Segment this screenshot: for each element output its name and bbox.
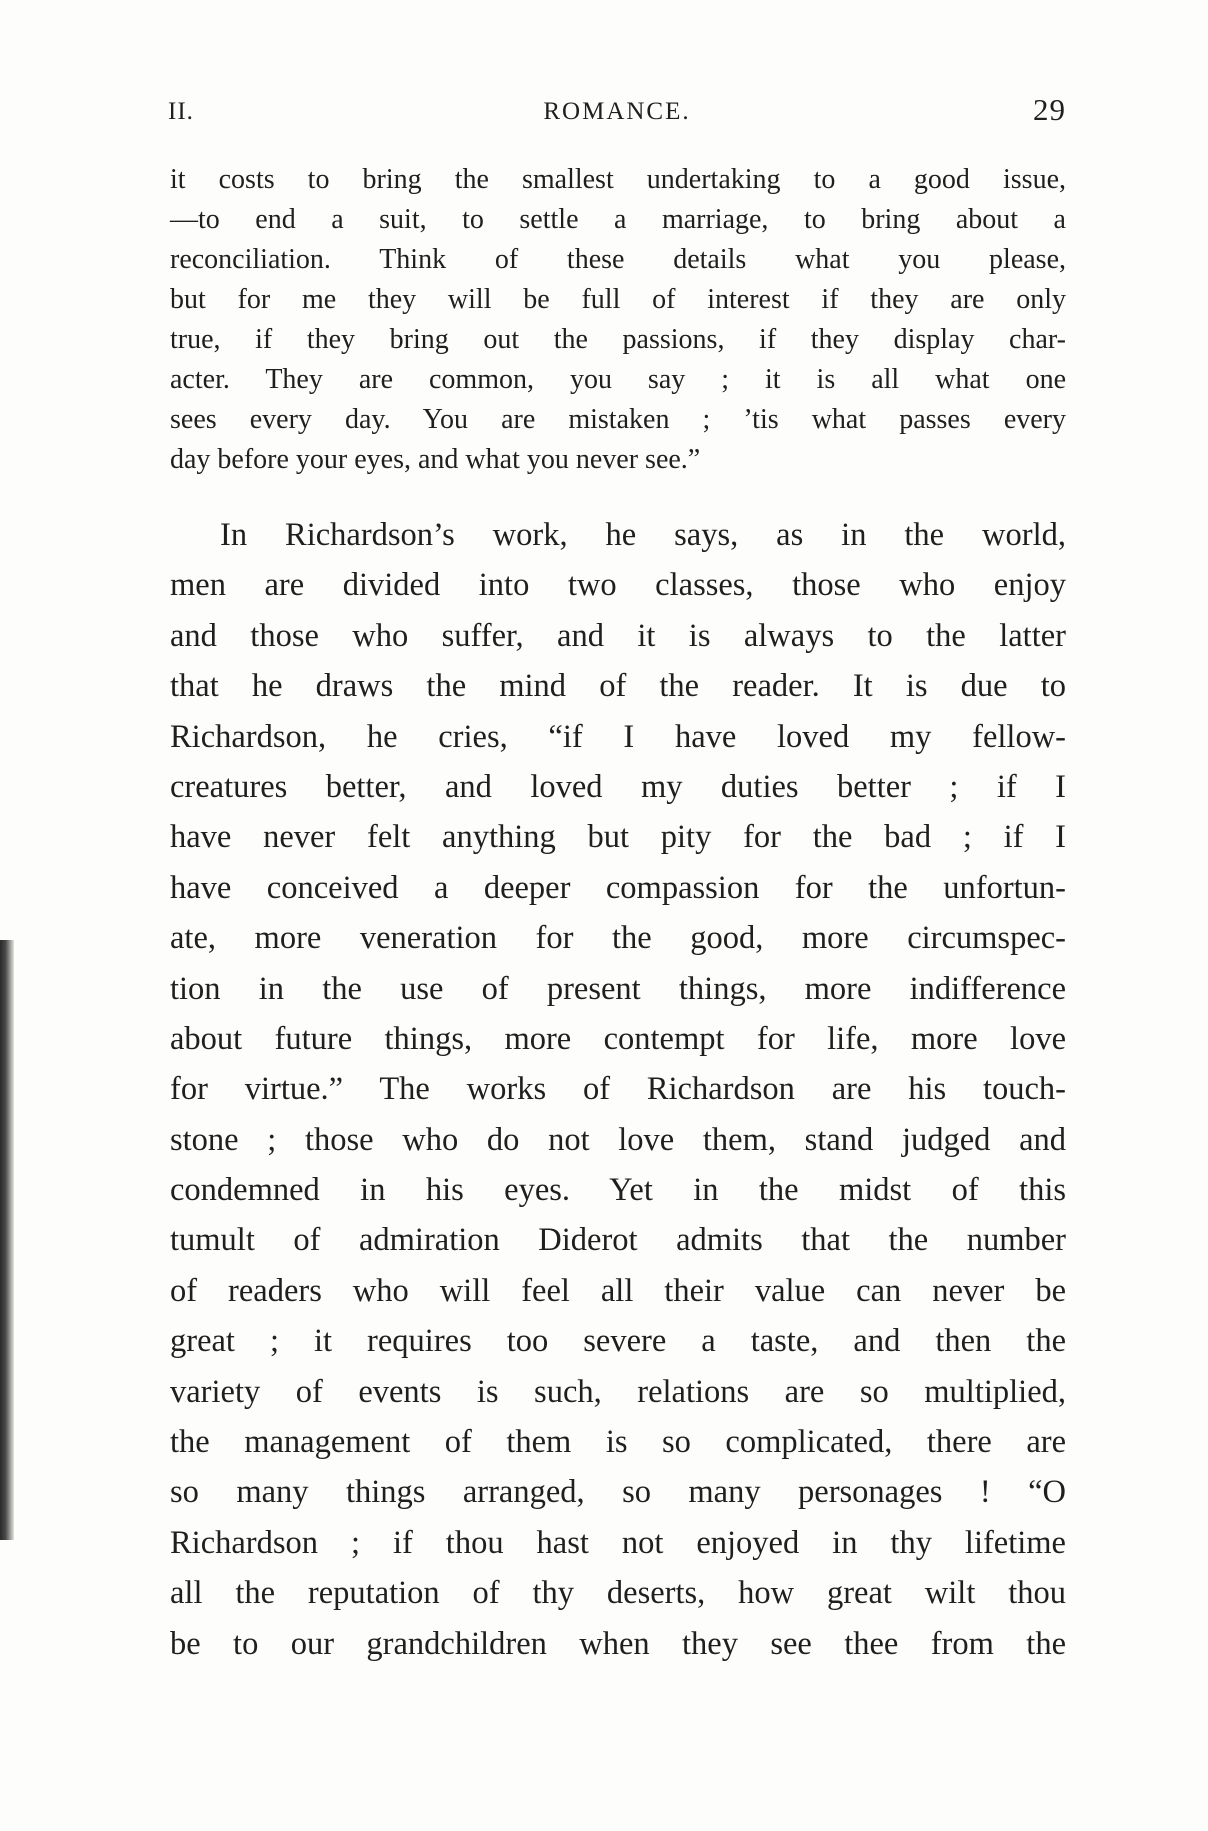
text-line: ate, more veneration for the good, more circumspec-: [170, 920, 1066, 957]
text-line: of readers who will feel all their value can never be: [170, 1272, 1066, 1309]
text-line: variety of events is such, relations are so multiplied,: [170, 1373, 1066, 1410]
running-head: [168, 92, 1066, 132]
text-line: but for me they will be full of interest if they are only: [170, 284, 1066, 315]
text-line: men are divided into two classes, those who enjoy: [170, 567, 1066, 604]
text-line: and those who suffer, and it is always to the latter: [170, 617, 1066, 654]
text-line: so many things arranged, so many personages ! “O: [170, 1474, 1066, 1511]
text-line: tion in the use of present things, more indifference: [170, 970, 1066, 1007]
quoted-passage: [170, 160, 1066, 480]
text-line: Richardson ; if thou hast not enjoyed in thy lifetime: [170, 1524, 1066, 1561]
text-line: creatures better, and loved my duties better ; if I: [170, 768, 1066, 805]
text-line: condemned in his eyes. Yet in the midst of this: [170, 1172, 1066, 1209]
text-line: In Richardson’s work, he says, as in the world,: [220, 517, 1066, 553]
text-line: that he draws the mind of the reader. It is due to: [170, 668, 1066, 705]
text-line: about future things, more contempt for life, more love: [170, 1020, 1066, 1057]
section-number: II.: [168, 98, 194, 125]
text-line: acter. They are common, you say ; it is all what one: [170, 364, 1066, 395]
text-line: tumult of admiration Diderot admits that the number: [170, 1222, 1066, 1259]
text-line: for virtue.” The works of Richardson are his touch-: [170, 1071, 1066, 1108]
text-line: sees every day. You are mistaken ; ’tis what passes every: [170, 404, 1066, 435]
running-title: ROMANCE.: [543, 98, 691, 125]
body-paragraph: [170, 510, 1066, 1669]
text-line: have conceived a deeper compassion for the unfortun-: [170, 869, 1066, 906]
text-line: true, if they bring out the passions, if they display char-: [170, 324, 1066, 355]
text-line: be to our grandchildren when they see thee from the: [170, 1625, 1066, 1662]
text-line: —to end a suit, to settle a marriage, to bring about a: [170, 204, 1066, 235]
binding-shadow: [0, 940, 14, 1540]
text-line: have never felt anything but pity for the bad ; if I: [170, 819, 1066, 856]
text-line: it costs to bring the smallest undertaking to a good issue,: [170, 164, 1066, 195]
text-line: Richardson, he cries, “if I have loved my fellow-: [170, 718, 1066, 755]
page-number: 29: [1033, 92, 1066, 127]
text-line: great ; it requires too severe a taste, and then the: [170, 1323, 1066, 1360]
text-line: reconciliation. Think of these details what you please,: [170, 244, 1066, 275]
text-line: day before your eyes, and what you never see.”: [170, 444, 701, 475]
text-line: all the reputation of thy deserts, how great wilt thou: [170, 1575, 1066, 1612]
text-line: the management of them is so complicated, there are: [170, 1424, 1066, 1461]
text-line: stone ; those who do not love them, stand judged and: [170, 1121, 1066, 1158]
